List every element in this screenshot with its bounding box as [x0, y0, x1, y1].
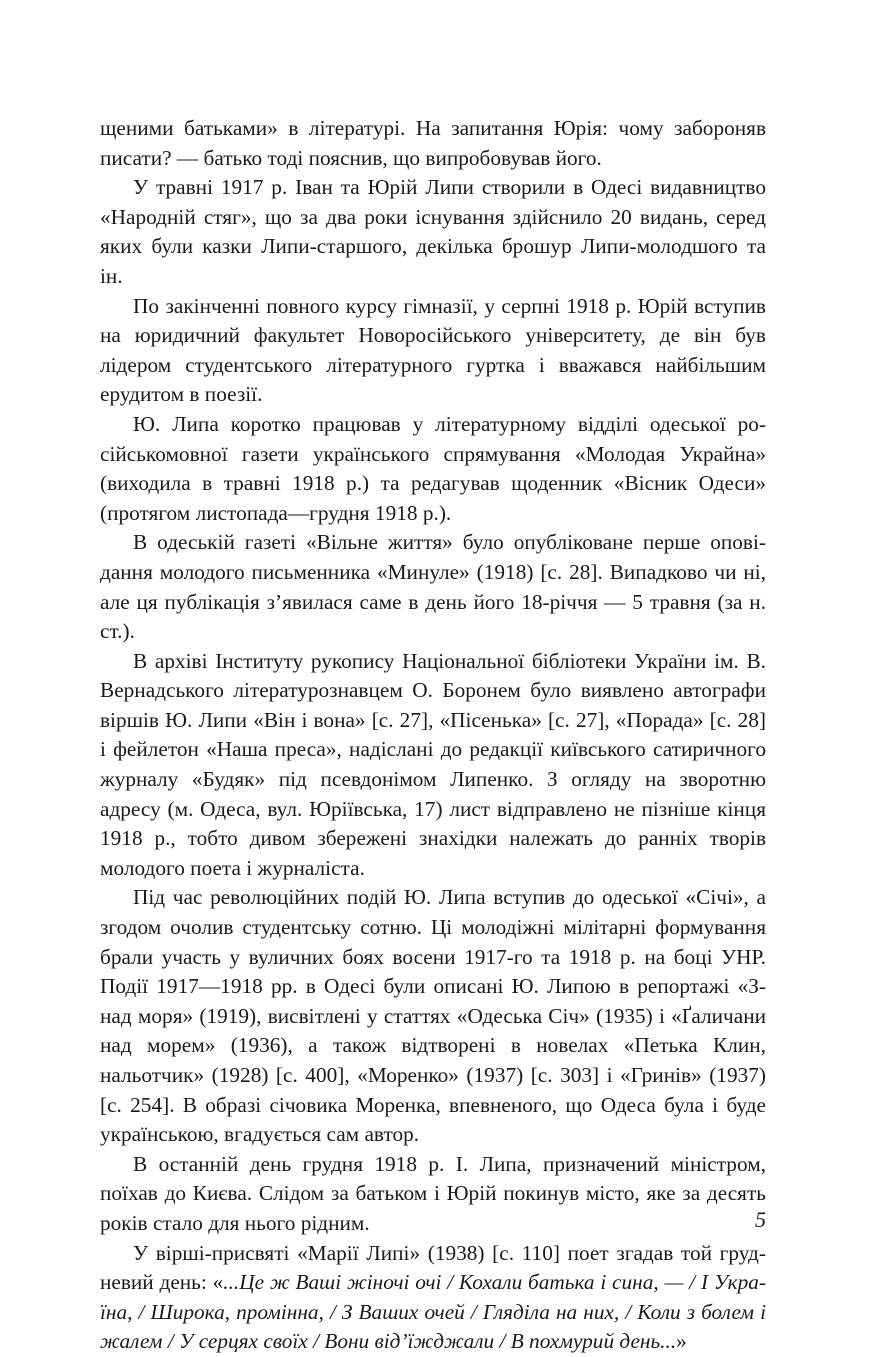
- text-run: В архіві Інституту рукопису Національної бібліотеки України ім. В. Вернадського літературознавцем О. Боронем було виявлено автографи віршів Ю. Липи «Він і вона» [с. 27], «Пісенька» [с. 27], «Порада» [с. 28] і фейлетон «Наша преса», надіслані до редакції київського сатиричного журналу «Будяк» під псевдонімом Липенко. З огляду на зворотню адресу (м. Одеса, вул. Юріївська, 17) лист відправлено не пізніше кінця 1918 р., тобто дивом збережені знахідки належать до ранніх творів молодого поета і журналіста.: [100, 648, 766, 880]
- text-run: Під час революційних подій Ю. Липа вступив до одеської «Січі», а згодом очолив студентську сотню. Ці молодіжні мілітарні формування брали участь у вуличних боях восени 1917-го та 1918 р. на боці УНР. Події 1917—1918 рр. в Одесі були описані Ю. Липою в репортажі «З-над моря» (1919), висвітлені у статтях «Одеська Січ» (1935) і «Ґаличани над морем» (1936), а також відтворені в новелах «Петька Клин, нальотчик» (1928) [с. 400], «Моренко» (1937) [с. 303] і «Гринів» (1937) [с. 254]. В образі січовика Моренка, впевненого, що Одеса була і буде українською, вгадується сам автор.: [100, 885, 766, 1147]
- text-run: щеними батьками» в літературі. На запитання Юрія: чому забороняв писати? — батько тоді пояснив, що випробовував його.: [100, 116, 766, 170]
- paragraph: [100, 883, 766, 1149]
- text-run: »: [676, 1329, 687, 1354]
- body-text: [100, 114, 766, 1357]
- paragraph: [100, 528, 766, 646]
- paragraph: [100, 647, 766, 884]
- text-run: У вірші-присвяті «Марії Липі» (1938) [с. 110] поет згадав той грудневий день: «: [100, 1240, 766, 1295]
- text-run: В останній день грудня 1918 р. І. Липа, призначений міністром, поїхав до Києва. Слідом за батьком і Юрій покинув місто, яке за десять років стало для нього рідним.: [100, 1151, 766, 1235]
- paragraph: [100, 292, 766, 410]
- text-run: У травні 1917 р. Іван та Юрій Липи створили в Одесі видавництво «Народній стяг», що за два роки існування здійснило 20 видань, серед яких були казки Липи-старшого, декілька брошур Липи-молодшого та ін.: [100, 175, 766, 288]
- paragraph: [100, 173, 766, 291]
- paragraph: [100, 1239, 766, 1357]
- paragraph: [100, 410, 766, 528]
- text-run: По закінченні повного курсу гімназії, у серпні 1918 р. Юрій вступив на юридичний факультет Новоросійського університету, де він був лідером студентського літературного гуртка і вважався найбільшим ерудитом в поезії.: [100, 293, 766, 407]
- paragraph: [100, 1150, 766, 1239]
- text-run: Ю. Липа коротко працював у літературному відділі одеської російськомовної газети українського спрямування «Молодая Украйна» (виходила в травні 1918 р.) та редагував щоденник «Вісник Одеси» (протягом листопада—грудня 1918 р.).: [100, 411, 766, 525]
- text-run: В одеській газеті «Вільне життя» було опубліковане перше оповідання молодого письменника «Минуле» (1918) [с. 28]. Випадково чи ні, але ця публікація з’явилася саме в день його 18-річчя — 5 травня (за н. ст.).: [100, 530, 766, 644]
- page-number: 5: [755, 1207, 766, 1232]
- poem-quote: ...Це ж Ваші жіночі очі / Кохали батька і сина, — / І Україна, / Широка, промінна, / З Ваших очей / Гляділа на них, / Коли з болем і жалем / У серцях своїх / Вони від’їжджали / В похмурий день...: [100, 1270, 767, 1354]
- paragraph: [100, 114, 766, 173]
